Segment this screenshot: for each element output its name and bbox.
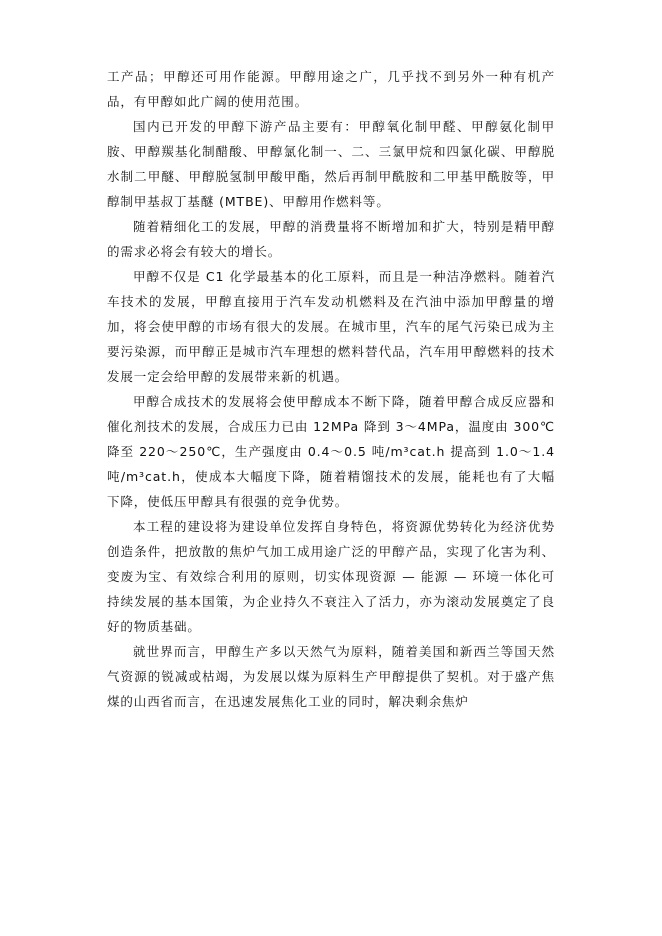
paragraph-7: 就世界而言，甲醇生产多以天然气为原料，随着美国和新西兰等国天然气资源的锐减或枯竭，为发展以煤为原料生产甲醇提供了契机。对于盛产焦煤的山西省而言，在迅速发展焦化工业的同时，解决剩余焦炉 (107, 644, 555, 709)
body-text (107, 64, 555, 714)
paragraph-4: 甲醇不仅是 C1 化学最基本的化工原料，而且是一种洁净燃料。随着汽车技术的发展，甲醇直接用于汽车发动机燃料及在汽油中添加甲醇量的增加，将会使甲醇的市场有很大的发展。在城市里，汽车的尾气污染已成为主要污染源，而甲醇正是城市汽车理想的燃料替代品，汽车用甲醇燃料的技术发展一定会给甲醇的发展带来新的机遇。 (107, 269, 555, 384)
paragraph-3: 随着精细化工的发展，甲醇的消费量将不断增加和扩大，特别是精甲醇的需求必将会有较大的增长。 (107, 219, 555, 259)
paragraph-5: 甲醇合成技术的发展将会使甲醇成本不断下降，随着甲醇合成反应器和催化剂技术的发展，合成压力已由 12MPa 降到 3～4MPa，温度由 300℃降至 220～250℃，生产强度由 0.4～0.5 吨/m³cat.h 提高到 1.0～1.4 吨/m³cat.h，使成本大幅度下降，随着精馏技术的发展，能耗也有了大幅下降，使低压甲醇具有很强的竞争优势。 (107, 394, 555, 509)
paragraph-6: 本工程的建设将为建设单位发挥自身特色，将资源优势转化为经济优势创造条件，把放散的焦炉气加工成用途广泛的甲醇产品，实现了化害为利、变废为宝、有效综合利用的原则，切实体现资源 — 能源 — 环境一体化可持续发展的基本国策，为企业持久不衰注入了活力，亦为滚动发展奠定了良好的物质基础。 (107, 519, 555, 634)
paragraph-1: 工产品；甲醇还可用作能源。甲醇用途之广，几乎找不到另外一种有机产品，有甲醇如此广阔的使用范围。 (107, 69, 555, 109)
paragraph-2: 国内已开发的甲醇下游产品主要有：甲醇氧化制甲醛、甲醇氨化制甲胺、甲醇羰基化制醋酸、甲醇氯化制一、二、三氯甲烷和四氯化碳、甲醇脱水制二甲醚、甲醇脱氢制甲酸甲酯，然后再制甲酰胺和二甲基甲酰胺等，甲醇制甲基叔丁基醚 (MTBE)、甲醇用作燃料等。 (107, 119, 555, 209)
